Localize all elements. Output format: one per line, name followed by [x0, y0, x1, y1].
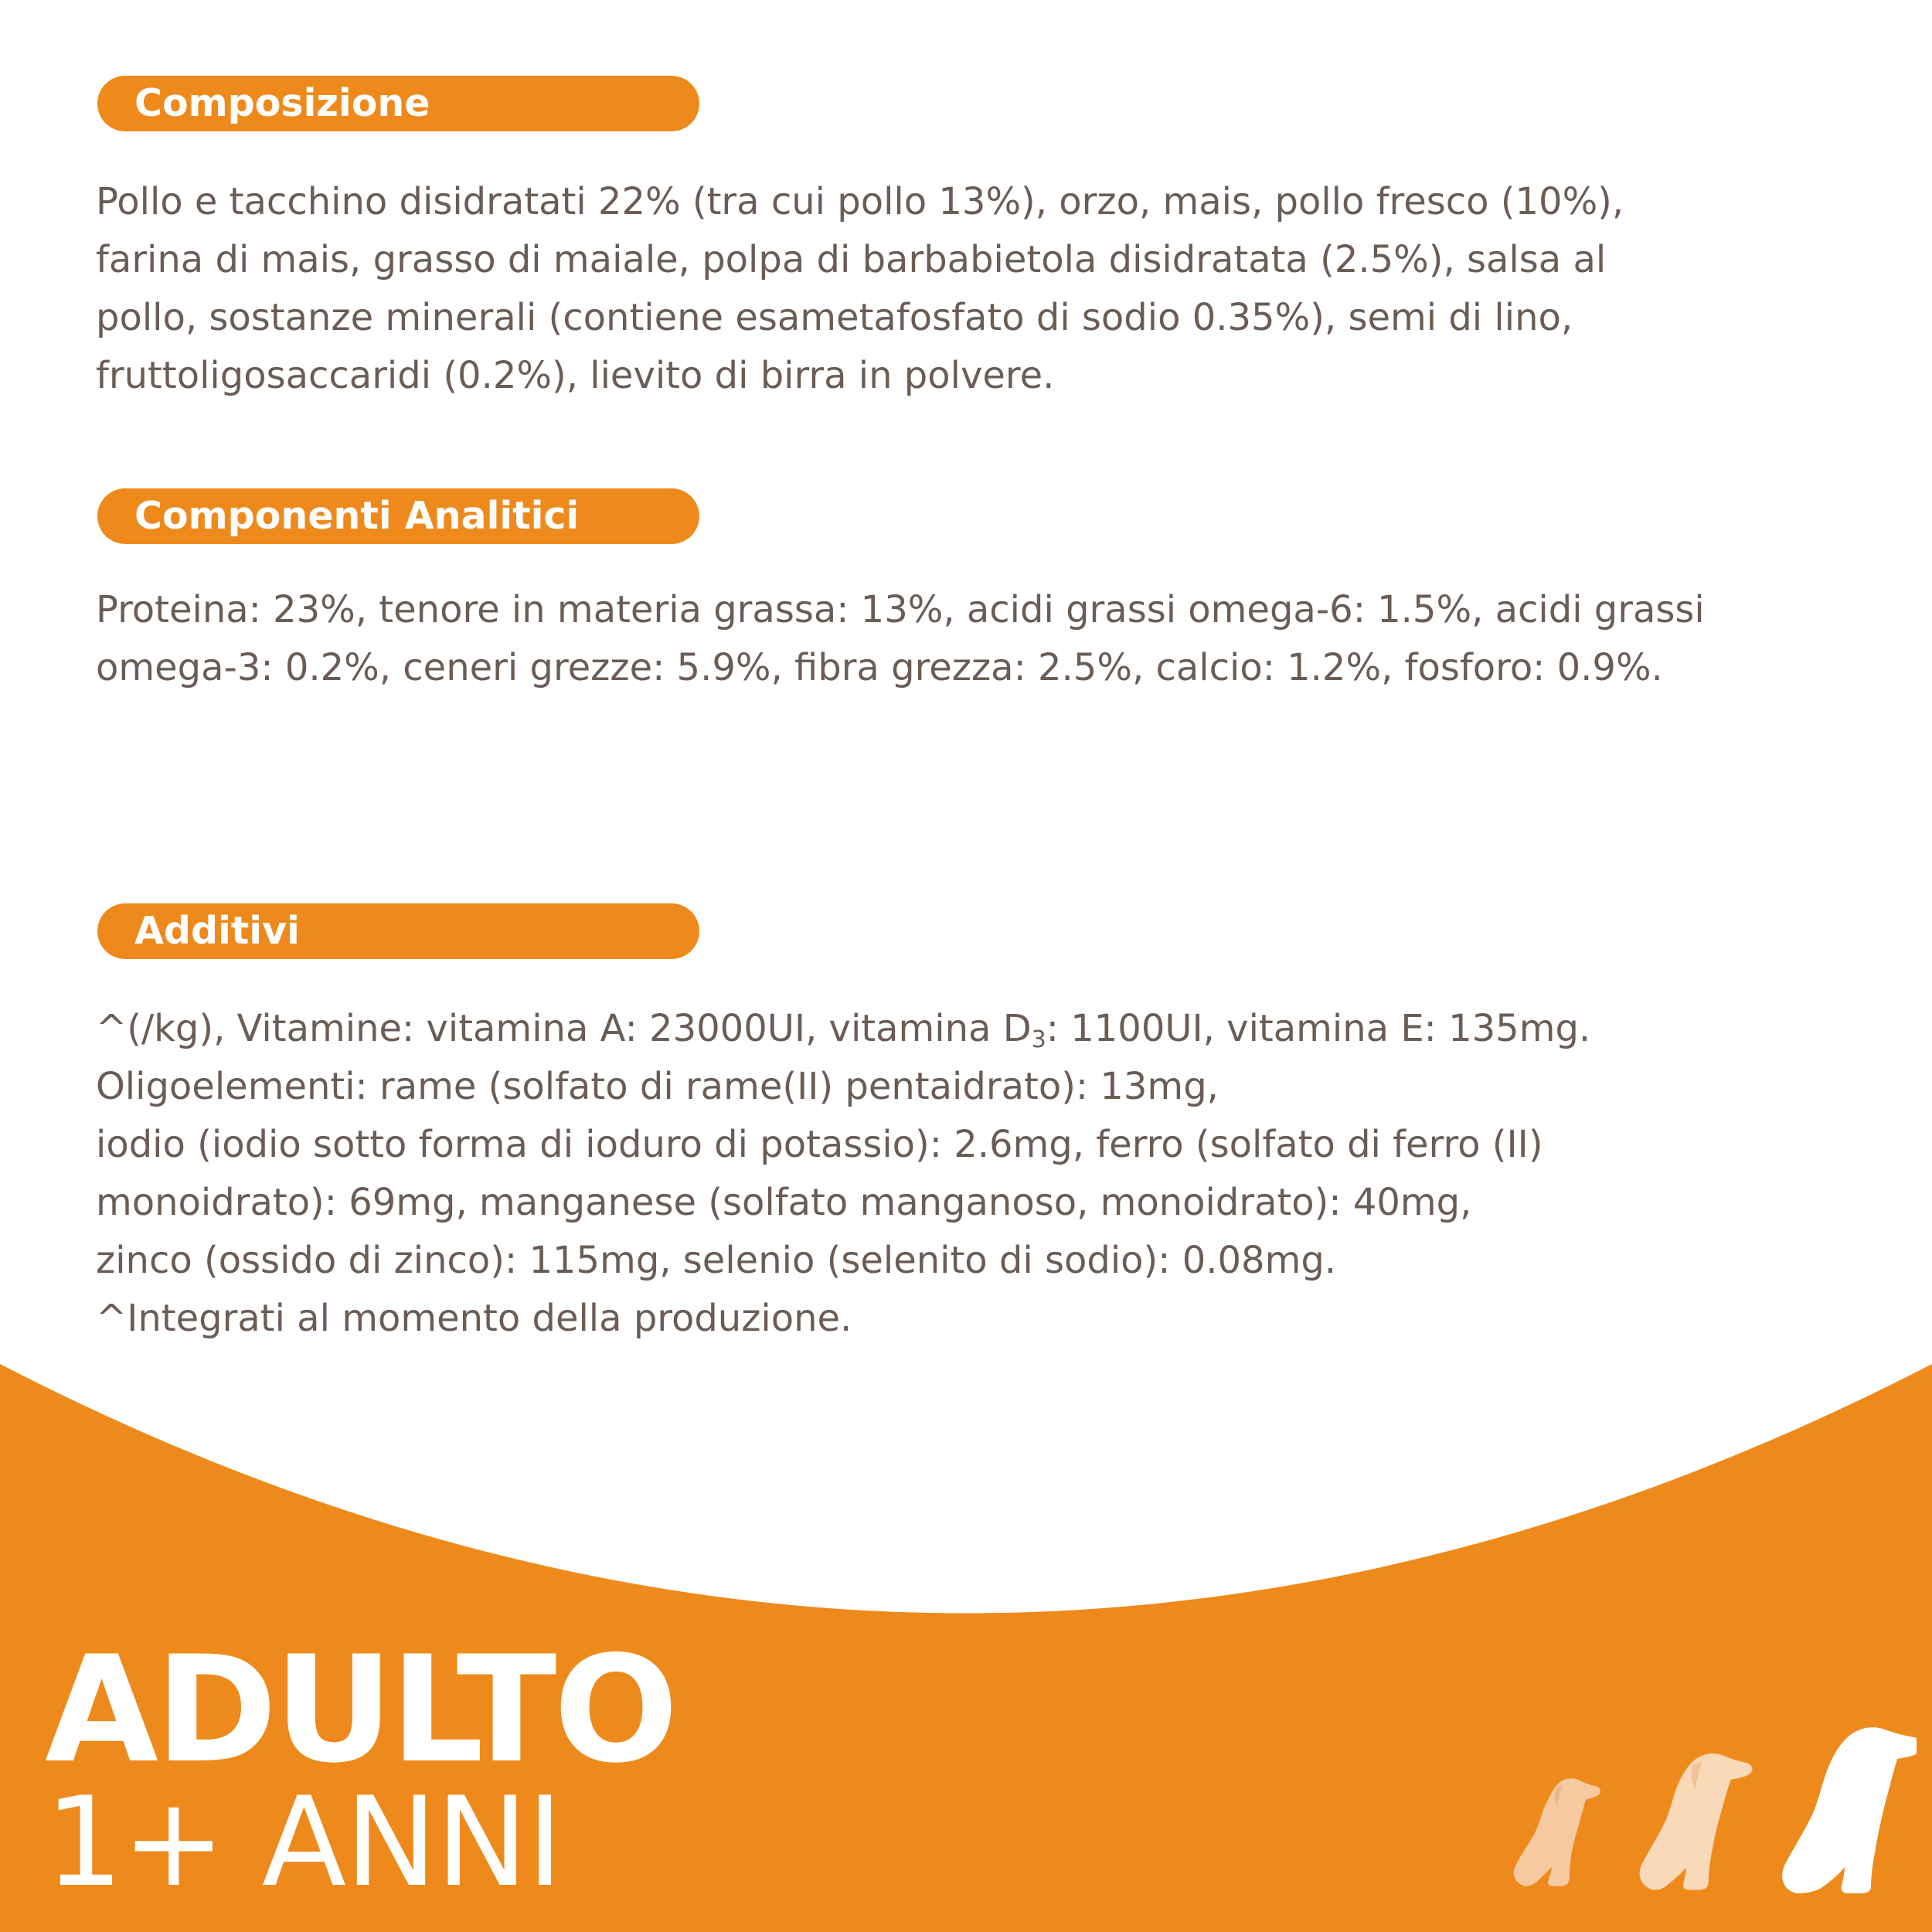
subscript-three: 3 [1031, 1026, 1046, 1053]
text-line [96, 1000, 1842, 1058]
text-line: monoidrato): 69mg, manganese (solfato manganoso, monoidrato): 40mg, [96, 1181, 1472, 1224]
text-line: zinco (ossido di zinco): 115mg, selenio (selenito di sodio): 0.08mg. [96, 1239, 1337, 1282]
heading-additivi-label: Additivi [134, 909, 300, 953]
text-line: fruttoligosaccaridi (0.2%), lievito di birra in polvere. [96, 354, 1055, 397]
text-line: Proteina: 23%, tenore in materia grassa: 13%, acidi grassi omega-6: 1.5%, acidi grassi [96, 588, 1705, 631]
text-line: Pollo e tacchino disidratati 22% (tra cui pollo 13%), orzo, mais, pollo fresco (10%), [96, 180, 1624, 223]
heading-componenti-analitici-label: Componenti Analitici [134, 494, 580, 538]
vitamins-text-start: ^(/kg), Vitamine: vitamina A: 23000UI, vitamina D [96, 1007, 1032, 1050]
age-title: ADULTO [45, 1624, 675, 1795]
componenti-analitici-text [96, 581, 1842, 697]
dog-small-icon [1514, 1778, 1600, 1886]
dog-large-icon [1782, 1727, 1917, 1893]
text-line: Oligoelementi: rame (solfato di rame(II) pentaidrato): 13mg, [96, 1065, 1219, 1108]
heading-composizione [97, 76, 699, 131]
vitamins-text-end: : 1100UI, vitamina E: 135mg. [1046, 1007, 1591, 1050]
heading-additivi [97, 903, 699, 959]
text-line: pollo, sostanze minerali (contiene esametafosfato di sodio 0.35%), semi di lino, [96, 296, 1573, 339]
text-line: iodio (iodio sotto forma di ioduro di potassio): 2.6mg, ferro (solfato di ferro (II) [96, 1123, 1543, 1166]
dog-medium-icon [1640, 1753, 1753, 1889]
text-line: ^Integrati al momento della produzione. [96, 1297, 852, 1340]
heading-componenti-analitici [97, 488, 699, 544]
dog-silhouettes [1484, 1716, 1917, 1893]
text-line: omega-3: 0.2%, ceneri grezze: 5.9%, fibra grezza: 2.5%, calcio: 1.2%, fosforo: 0.9%. [96, 646, 1663, 689]
text-line: farina di mais, grasso di maiale, polpa di barbabietola disidratata (2.5%), salsa al [96, 238, 1607, 281]
additivi-text [96, 1000, 1842, 1348]
age-subtitle: 1+ ANNI [45, 1770, 562, 1914]
heading-composizione-label: Composizione [134, 81, 430, 125]
composizione-text [96, 173, 1842, 405]
